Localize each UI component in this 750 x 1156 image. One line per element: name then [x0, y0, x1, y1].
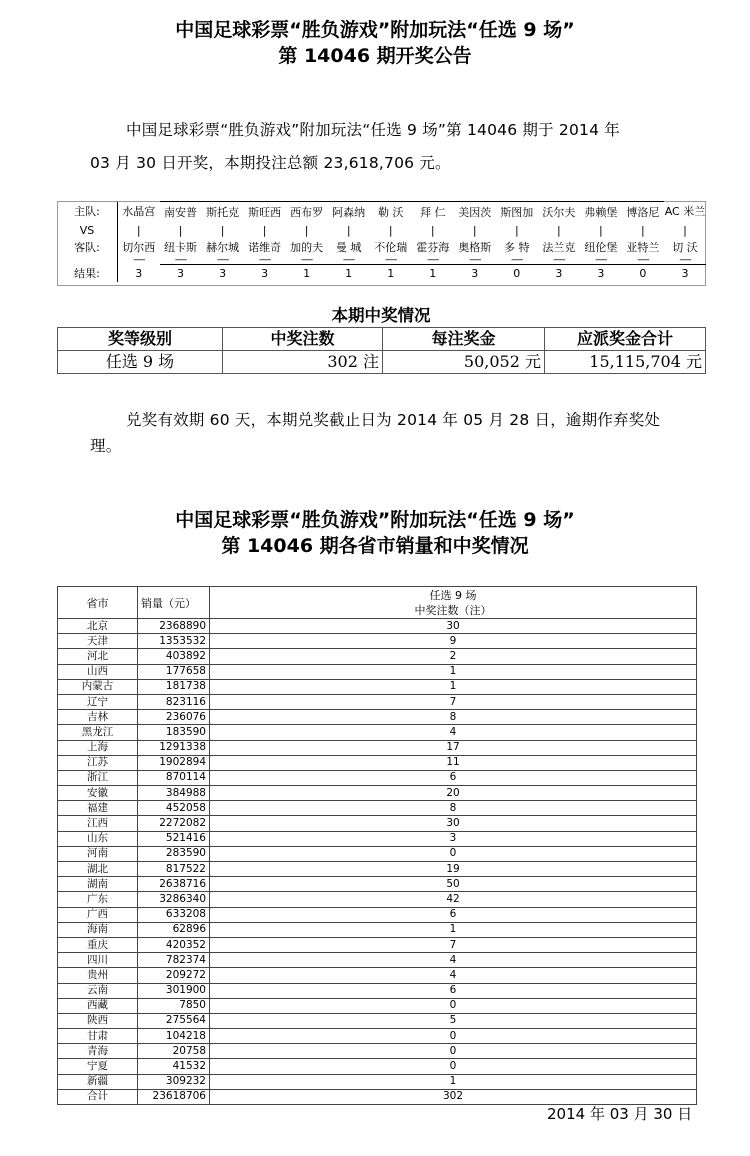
prize-header-row: [58, 328, 706, 351]
province-name: 云南: [58, 983, 138, 998]
province-winners: 4: [210, 968, 697, 983]
match-result: 3: [580, 265, 622, 283]
prize-row: [58, 351, 706, 374]
province-row: [58, 922, 697, 937]
province-winners: 1: [210, 664, 697, 679]
match-result: 0: [496, 265, 538, 283]
province-sales-table: [57, 586, 697, 1105]
province-winners: 30: [210, 619, 697, 634]
province-sales: 283590: [138, 846, 210, 861]
home-team: 斯托克: [202, 202, 244, 223]
province-sales: 3286340: [138, 892, 210, 907]
prize-count: 302 注: [223, 351, 383, 374]
province-winners: 50: [210, 877, 697, 892]
sales-title-line-2: 第 14046 期各省市销量和中奖情况: [221, 535, 529, 557]
province-winners: 0: [210, 1029, 697, 1044]
home-team: 美因茨: [454, 202, 496, 223]
province-winners: 17: [210, 740, 697, 755]
province-sales: 23618706: [138, 1089, 210, 1104]
home-team: AC 米兰: [664, 205, 706, 219]
dash-mark: -----: [385, 256, 397, 265]
home-team: 水晶宫: [122, 205, 156, 219]
province-row: [58, 801, 697, 816]
province-name: 广西: [58, 907, 138, 922]
province-header-row: [58, 587, 697, 619]
province-sales: 403892: [138, 649, 210, 664]
dash-mark: -----: [553, 256, 565, 265]
province-sales: 104218: [138, 1029, 210, 1044]
province-name: 北京: [58, 619, 138, 634]
away-team: 曼 城: [335, 241, 362, 254]
province-name: 福建: [58, 801, 138, 816]
province-name: 天津: [58, 634, 138, 649]
province-winners: 19: [210, 862, 697, 877]
province-winners: 4: [210, 953, 697, 968]
province-winners: 6: [210, 770, 697, 785]
vs-mark: |: [136, 224, 141, 237]
province-row: [58, 1059, 697, 1074]
home-team: 斯旺西: [244, 202, 286, 223]
province-name: 内蒙古: [58, 679, 138, 694]
title-line-1: 中国足球彩票“胜负游戏”附加玩法“任选 9 场”: [175, 19, 575, 41]
match-result: 3: [160, 265, 202, 283]
province-winners: 9: [210, 634, 697, 649]
header-province: 省市: [58, 587, 138, 619]
dash-mark: -----: [301, 256, 313, 265]
dash-label: [57, 256, 118, 265]
province-winners: 3: [210, 831, 697, 846]
province-winners: 42: [210, 892, 697, 907]
match-result: 0: [622, 265, 664, 283]
province-row: [58, 1044, 697, 1059]
province-sales: 1902894: [138, 755, 210, 770]
province-sales: 62896: [138, 922, 210, 937]
header-sales: 销量（元）: [138, 587, 210, 619]
home-team: 斯图加: [496, 202, 538, 223]
intro-line-1: 中国足球彩票“胜负游戏”附加玩法“任选 9 场”第 14046 期于 2014 年: [126, 121, 620, 139]
province-sales: 209272: [138, 968, 210, 983]
province-winners: 0: [210, 998, 697, 1013]
province-name: 四川: [58, 953, 138, 968]
intro-line-2: 03 月 30 日开奖，本期投注总额 23,618,706 元。: [90, 154, 451, 172]
match-result: 3: [202, 265, 244, 283]
province-sales: 41532: [138, 1059, 210, 1074]
match-result: 1: [328, 265, 370, 283]
province-row: [58, 740, 697, 755]
province-winners: 8: [210, 801, 697, 816]
province-sales: 1353532: [138, 634, 210, 649]
province-row: [58, 649, 697, 664]
province-sales: 2272082: [138, 816, 210, 831]
vs-mark: |: [388, 224, 393, 237]
dash-mark: -----: [427, 256, 439, 265]
vs-mark: |: [178, 224, 183, 237]
province-name: 陕西: [58, 1013, 138, 1028]
province-sales: 1291338: [138, 740, 210, 755]
province-row: [58, 983, 697, 998]
match-result: 1: [412, 265, 454, 283]
province-row: [58, 725, 697, 740]
dash-mark: -----: [133, 256, 145, 265]
dash-mark: -----: [343, 256, 355, 265]
dash-mark: -----: [637, 256, 649, 265]
match-table: [57, 201, 706, 282]
province-sales: 236076: [138, 710, 210, 725]
province-sales: 181738: [138, 679, 210, 694]
title-line-2: 第 14046 期开奖公告: [278, 45, 472, 67]
away-team: 亚特兰: [626, 241, 660, 254]
vs-mark: |: [556, 224, 561, 237]
province-name: 上海: [58, 740, 138, 755]
province-name: 山西: [58, 664, 138, 679]
province-name: 山东: [58, 831, 138, 846]
vs-mark: |: [346, 224, 351, 237]
province-winners: 6: [210, 907, 697, 922]
away-label: 客队:: [57, 239, 118, 256]
province-winners: 11: [210, 755, 697, 770]
away-team: 切 沃: [672, 241, 698, 254]
province-winners: 2: [210, 649, 697, 664]
province-winners: 302: [210, 1089, 697, 1104]
province-winners: 5: [210, 1013, 697, 1028]
province-sales: 2638716: [138, 877, 210, 892]
away-team: 法兰克: [542, 241, 576, 254]
dash-mark: -----: [679, 256, 691, 265]
vs-mark: |: [262, 224, 267, 237]
away-team: 赫尔城: [206, 241, 240, 254]
match-result: 3: [244, 265, 286, 283]
notice-line-2: 理。: [90, 437, 122, 455]
home-team: 南安普: [160, 202, 202, 223]
dash-row: [57, 256, 706, 265]
province-sales: 633208: [138, 907, 210, 922]
home-team: 弗赖堡: [580, 202, 622, 223]
province-winners: 4: [210, 725, 697, 740]
province-row: [58, 634, 697, 649]
province-row: [58, 755, 697, 770]
province-row: [58, 710, 697, 725]
province-name: 辽宁: [58, 694, 138, 709]
prize-per-bet: 50,052 元: [383, 351, 545, 374]
notice-line-1: 兑奖有效期 60 天，本期兑奖截止日为 2014 年 05 月 28 日，逾期作弃奖处: [126, 411, 661, 429]
province-winners: 7: [210, 694, 697, 709]
province-sales: 20758: [138, 1044, 210, 1059]
match-result: 3: [135, 266, 143, 280]
vs-mark: |: [220, 224, 225, 237]
home-team: 阿森纳: [328, 202, 370, 223]
province-name: 湖北: [58, 862, 138, 877]
home-row: [57, 202, 706, 223]
prize-table: [57, 327, 706, 374]
match-result: 3: [454, 265, 496, 283]
header-count: 中奖注数: [223, 328, 383, 351]
province-sales: 452058: [138, 801, 210, 816]
away-team: 纽伦堡: [584, 241, 618, 254]
province-row: [58, 877, 697, 892]
match-result: 1: [370, 265, 412, 283]
province-row: [58, 937, 697, 952]
province-sales: 275564: [138, 1013, 210, 1028]
vs-mark: |: [304, 224, 309, 237]
header-winners-line-2: 中奖注数（注）: [414, 603, 492, 617]
province-name: 广东: [58, 892, 138, 907]
away-row: [57, 239, 706, 256]
province-winners: 8: [210, 710, 697, 725]
province-row: [58, 998, 697, 1013]
province-name: 江西: [58, 816, 138, 831]
province-row: [58, 1074, 697, 1089]
home-team: 西布罗: [286, 202, 328, 223]
province-row: [58, 664, 697, 679]
province-winners: 0: [210, 846, 697, 861]
province-row: [58, 831, 697, 846]
province-winners: 0: [210, 1044, 697, 1059]
home-team: 沃尔夫: [538, 202, 580, 223]
header-winners-line-1: 任选 9 场: [429, 588, 477, 602]
match-result: 3: [538, 265, 580, 283]
sales-title-line-1: 中国足球彩票“胜负游戏”附加玩法“任选 9 场”: [175, 509, 575, 531]
province-name: 安徽: [58, 786, 138, 801]
away-team: 诺维奇: [248, 241, 282, 254]
province-row: [58, 953, 697, 968]
away-team: 纽卡斯: [164, 241, 198, 254]
province-sales: 823116: [138, 694, 210, 709]
away-team: 霍芬海: [416, 241, 450, 254]
announcement-title: [0, 17, 750, 69]
province-row: [58, 619, 697, 634]
header-winners: [210, 587, 697, 619]
vs-mark: |: [683, 224, 687, 237]
province-sales: 7850: [138, 998, 210, 1013]
province-name: 吉林: [58, 710, 138, 725]
vs-label: VS: [57, 222, 118, 239]
away-team: 不伦瑞: [374, 241, 408, 254]
province-name: 河南: [58, 846, 138, 861]
province-sales: 177658: [138, 664, 210, 679]
dash-mark: -----: [511, 256, 523, 265]
dash-mark: -----: [216, 256, 229, 265]
province-sales: 817522: [138, 862, 210, 877]
vs-mark: |: [472, 224, 477, 237]
vs-row: [57, 222, 706, 239]
province-name: 海南: [58, 922, 138, 937]
header-total: 应派奖金合计: [545, 328, 706, 351]
province-sales: 420352: [138, 937, 210, 952]
province-row: [58, 907, 697, 922]
province-name: 贵州: [58, 968, 138, 983]
province-sales: 782374: [138, 953, 210, 968]
province-row: [58, 770, 697, 785]
province-row: [58, 862, 697, 877]
prize-caption: 本期中奖情况: [331, 306, 431, 325]
province-sales: 384988: [138, 786, 210, 801]
prize-level: 任选 9 场: [58, 351, 223, 374]
province-name: 河北: [58, 649, 138, 664]
province-name: 青海: [58, 1044, 138, 1059]
home-team: 拜 仁: [412, 202, 454, 223]
province-name: 西藏: [58, 998, 138, 1013]
province-table-body: [58, 619, 697, 1105]
away-team: 加的夫: [290, 241, 324, 254]
province-name: 新疆: [58, 1074, 138, 1089]
province-sales: 870114: [138, 770, 210, 785]
home-label: 主队:: [57, 202, 118, 223]
province-row: [58, 892, 697, 907]
province-name: 甘肃: [58, 1029, 138, 1044]
home-team: 勒 沃: [370, 202, 412, 223]
province-row: [58, 786, 697, 801]
prize-total: 15,115,704 元: [545, 351, 706, 374]
province-name: 宁夏: [58, 1059, 138, 1074]
dash-mark: -----: [469, 256, 481, 265]
province-winners: 1: [210, 922, 697, 937]
province-name: 黑龙江: [58, 725, 138, 740]
vs-mark: |: [641, 224, 645, 237]
province-name: 湖南: [58, 877, 138, 892]
province-row: [58, 816, 697, 831]
province-name: 江苏: [58, 755, 138, 770]
header-level: 奖等级别: [58, 328, 223, 351]
province-name: 合计: [58, 1089, 138, 1104]
vs-mark: |: [430, 224, 435, 237]
province-row: [58, 846, 697, 861]
result-row: [57, 265, 706, 283]
province-row: [58, 1013, 697, 1028]
away-team: 奥格斯: [458, 241, 492, 254]
match-result: 3: [664, 265, 706, 283]
footer-date: 2014 年 03 月 30 日: [547, 1105, 693, 1123]
province-winners: 20: [210, 786, 697, 801]
header-per-bet: 每注奖金: [383, 328, 545, 351]
match-result: 1: [286, 265, 328, 283]
province-winners: 30: [210, 816, 697, 831]
province-row: [58, 679, 697, 694]
dash-mark: -----: [258, 256, 271, 265]
province-sales: 183590: [138, 725, 210, 740]
province-winners: 6: [210, 983, 697, 998]
vs-mark: |: [514, 224, 519, 237]
province-sales: 309232: [138, 1074, 210, 1089]
province-sales: 2368890: [138, 619, 210, 634]
province-sales: 521416: [138, 831, 210, 846]
province-winners: 0: [210, 1059, 697, 1074]
home-team: 博洛尼: [622, 202, 664, 223]
vs-mark: |: [599, 224, 603, 237]
province-row: [58, 1029, 697, 1044]
province-name: 浙江: [58, 770, 138, 785]
sales-title: [0, 507, 750, 559]
province-winners: 7: [210, 937, 697, 952]
result-label: 结果:: [57, 265, 118, 283]
dash-mark: -----: [174, 256, 187, 265]
province-winners: 1: [210, 1074, 697, 1089]
dash-mark: -----: [595, 256, 607, 265]
away-team: 切尔西: [122, 241, 156, 254]
province-row: [58, 968, 697, 983]
province-sales: 301900: [138, 983, 210, 998]
away-team: 多 特: [504, 241, 530, 254]
province-winners: 1: [210, 679, 697, 694]
province-row: [58, 694, 697, 709]
province-name: 重庆: [58, 937, 138, 952]
